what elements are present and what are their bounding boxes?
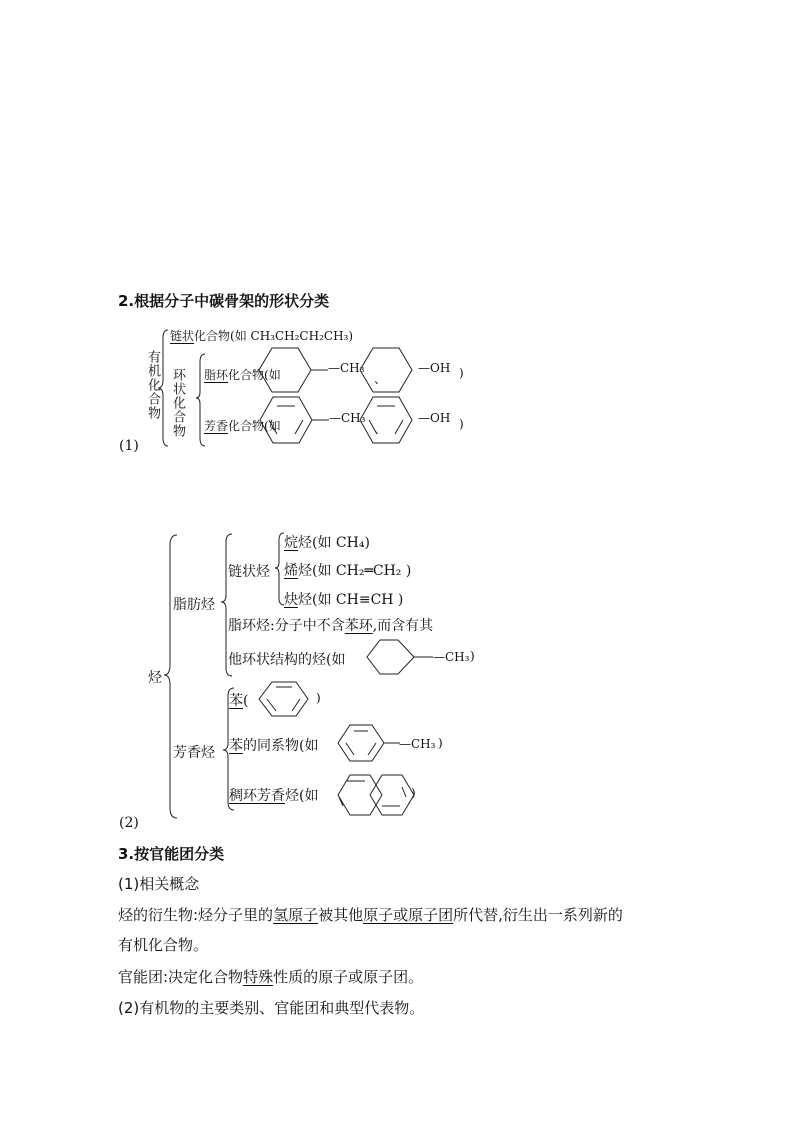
alkyne-name: 炔 <box>284 592 298 608</box>
aliphatic-label: 脂肪烃 <box>173 597 215 613</box>
separator-1: 、 <box>374 372 387 386</box>
ring-compound-label: 环状化合物 <box>170 368 185 438</box>
benzene-ring-term: 苯环 <box>344 618 373 634</box>
brace-hydrocarbon <box>164 535 177 818</box>
aromatic-rest: 化合物(如 <box>228 419 281 433</box>
alkane-rest: 烃(如 CH₄) <box>298 535 370 551</box>
cyclohexanol-oh-label: —OH <box>418 361 451 375</box>
alicyclic-compound-item <box>204 366 281 383</box>
benzene-item <box>229 690 248 710</box>
close-paren-5: ) <box>438 736 443 750</box>
close-paren-3: ) <box>470 649 475 663</box>
functional-group-definition <box>118 966 423 987</box>
aromatic-name: 芳香 <box>204 419 229 433</box>
aromatic-hydrocarbon-label: 芳香烃 <box>173 745 215 761</box>
fg-p2: 性质的原子或原子团。 <box>273 968 424 986</box>
fused-name: 稠环芳香 <box>229 788 285 804</box>
hydrocarbon-label: 烃 <box>148 670 162 686</box>
alkane-item <box>284 532 370 552</box>
cycloalkane-post: ,而含有其 <box>372 618 434 634</box>
subsection-1-title: (1)相关概念 <box>118 875 200 893</box>
homolog-rest: 的同系物(如 <box>243 738 319 754</box>
alkene-name: 烯 <box>284 563 298 579</box>
fg-p1: 官能团:决定化合物 <box>118 968 244 986</box>
chain-hydrocarbon-label: 链状烃 <box>228 564 270 580</box>
homolog-name: 苯 <box>229 738 243 754</box>
organic-compound-label: 有机化合物 <box>145 350 160 420</box>
homolog-ch3-label: —CH₃ <box>399 737 436 751</box>
deriv-p2: 被其他 <box>318 906 364 924</box>
alkyne-rest: 烃(如 CH≡CH ) <box>298 592 404 608</box>
cycloalkane-line-2: 他环状结构的烃(如 <box>228 652 346 668</box>
benzene-name: 苯 <box>229 693 243 709</box>
close-paren-2: ) <box>459 417 464 431</box>
derivative-definition-line-1 <box>118 904 623 925</box>
deriv-atom-or-group: 原子或原子团 <box>363 906 454 924</box>
alkene-rest: 烃(如 CH₂═CH₂ ) <box>298 563 412 579</box>
alkene-item <box>284 560 411 580</box>
toluene-ch3-label: —CH₃ <box>329 411 366 425</box>
derivative-definition-line-2: 有机化合物。 <box>118 936 209 954</box>
alkyne-item <box>284 589 403 609</box>
phenol-oh-label: —OH <box>418 411 451 425</box>
alicyclic-rest: 化合物(如 <box>228 368 281 382</box>
homolog-toluene-structure <box>338 725 400 761</box>
separator-2: 、 <box>374 422 387 436</box>
section-2-title: 2.根据分子中碳骨架的形状分类 <box>118 292 330 310</box>
cycloalkane-ch3-label: —CH₃ <box>433 650 470 664</box>
brace-chain-hydrocarbon <box>275 533 284 605</box>
methylcyclohexane-ch3-label: —CH₃ <box>328 361 365 375</box>
diagram-1-label: (1) <box>119 438 139 454</box>
cycloalkane-line-1 <box>228 615 433 635</box>
chain-compound-rest: 化合物(如 CH₃CH₂CH₂CH₃) <box>194 329 354 343</box>
section-3-title: 3.按官能团分类 <box>118 845 225 863</box>
fused-rest: 烃(如 <box>285 788 319 804</box>
chain-compound-name: 链状 <box>170 329 195 343</box>
diagram-2-label: (2) <box>119 815 139 831</box>
close-paren-1: ) <box>459 366 464 380</box>
deriv-p1: 烃的衍生物:烃分子里的 <box>118 906 274 924</box>
close-paren-4: ) <box>316 691 321 705</box>
benzene-rest: ( <box>243 693 249 709</box>
fused-aromatic-item <box>229 785 318 805</box>
aromatic-compound-item <box>204 417 281 434</box>
subsection-2-title: (2)有机物的主要类别、官能团和典型代表物。 <box>118 999 425 1017</box>
alkane-name: 烷 <box>284 535 298 551</box>
close-paren-6: ) <box>411 786 416 800</box>
benzene-structure <box>259 682 308 716</box>
cycloalkane-pre: 脂环烃:分子中不含 <box>228 618 345 634</box>
fg-special: 特殊 <box>243 968 274 986</box>
cycloalkane-structure <box>367 640 433 674</box>
benzene-homolog-item <box>229 735 318 755</box>
deriv-hydrogen-atom: 氢原子 <box>273 906 319 924</box>
deriv-p3: 所代替,衍生出一系列新的 <box>453 906 623 924</box>
chain-compound-item <box>170 327 353 344</box>
alicyclic-name: 脂环 <box>204 368 229 382</box>
naphthalene-structure <box>338 775 414 815</box>
